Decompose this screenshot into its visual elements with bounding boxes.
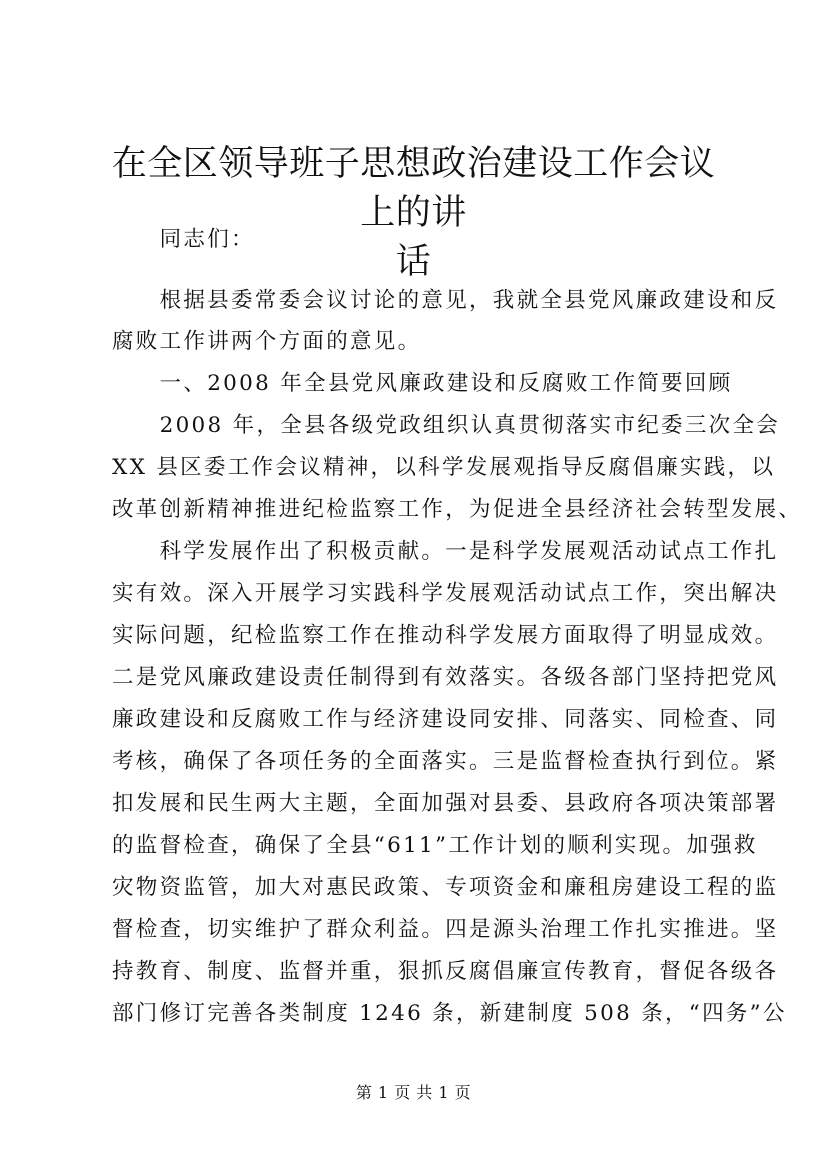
title-line-2: 话 (395, 242, 432, 282)
body-line: 实有效。深入开展学习实践科学发展观活动试点工作，突出解决 (112, 581, 779, 606)
body-line: 科学发展作出了积极贡献。一是科学发展观活动试点工作扎 (112, 539, 779, 564)
body-line: 根据县委常委会议讨论的意见，我就全县党风廉政建设和反 (112, 288, 779, 313)
body-line: XX 县区委工作会议精神，以科学发展观指导反腐倡廉实践，以 (112, 455, 776, 480)
body-line: 实际问题，纪检监察工作在推动科学发展方面取得了明显成效。 (112, 623, 779, 648)
body-line: 部门修订完善各类制度 1246 条，新建制度 508 条，“四务”公 (112, 1001, 787, 1026)
body-line: 一、2008 年全县党风廉政建设和反腐败工作简要回顾 (112, 371, 733, 396)
body-line: 持教育、制度、监督并重，狠抓反腐倡廉宣传教育，督促各级各 (112, 959, 779, 984)
body-line: 督检查，切实维护了群众利益。四是源头治理工作扎实推进。坚 (112, 917, 779, 942)
body-line: 考核，确保了各项任务的全面落实。三是监督检查执行到位。紧 (112, 749, 779, 774)
body-line: 2008 年，全县各级党政组织认真贯彻落实市纪委三次全会 (112, 413, 781, 438)
body-line: 扣发展和民生两大主题，全面加强对县委、县政府各项决策部署 (112, 791, 779, 816)
document-title (100, 140, 727, 287)
body-line: 同志们： (112, 227, 255, 252)
page-footer (0, 1080, 827, 1103)
page-indicator: 第 1 页 共 1 页 (355, 1083, 472, 1102)
body-line: 腐败工作讲两个方面的意见。 (112, 329, 422, 354)
body-line: 改革创新精神推进纪检监察工作，为促进全县经济社会转型发展、 (112, 497, 803, 522)
body-line: 的监督检查，确保了全县“611”工作计划的顺利实现。加强救 (112, 833, 758, 858)
body-line: 廉政建设和反腐败工作与经济建设同安排、同落实、同检查、同 (112, 707, 779, 732)
body-line: 灾物资监管，加大对惠民政策、专项资金和廉租房建设工程的监 (112, 875, 779, 900)
body-line: 二是党风廉政建设责任制得到有效落实。各级各部门坚持把党风 (112, 665, 779, 690)
title-line-1: 在全区领导班子思想政治建设工作会议上的讲 (111, 144, 716, 233)
